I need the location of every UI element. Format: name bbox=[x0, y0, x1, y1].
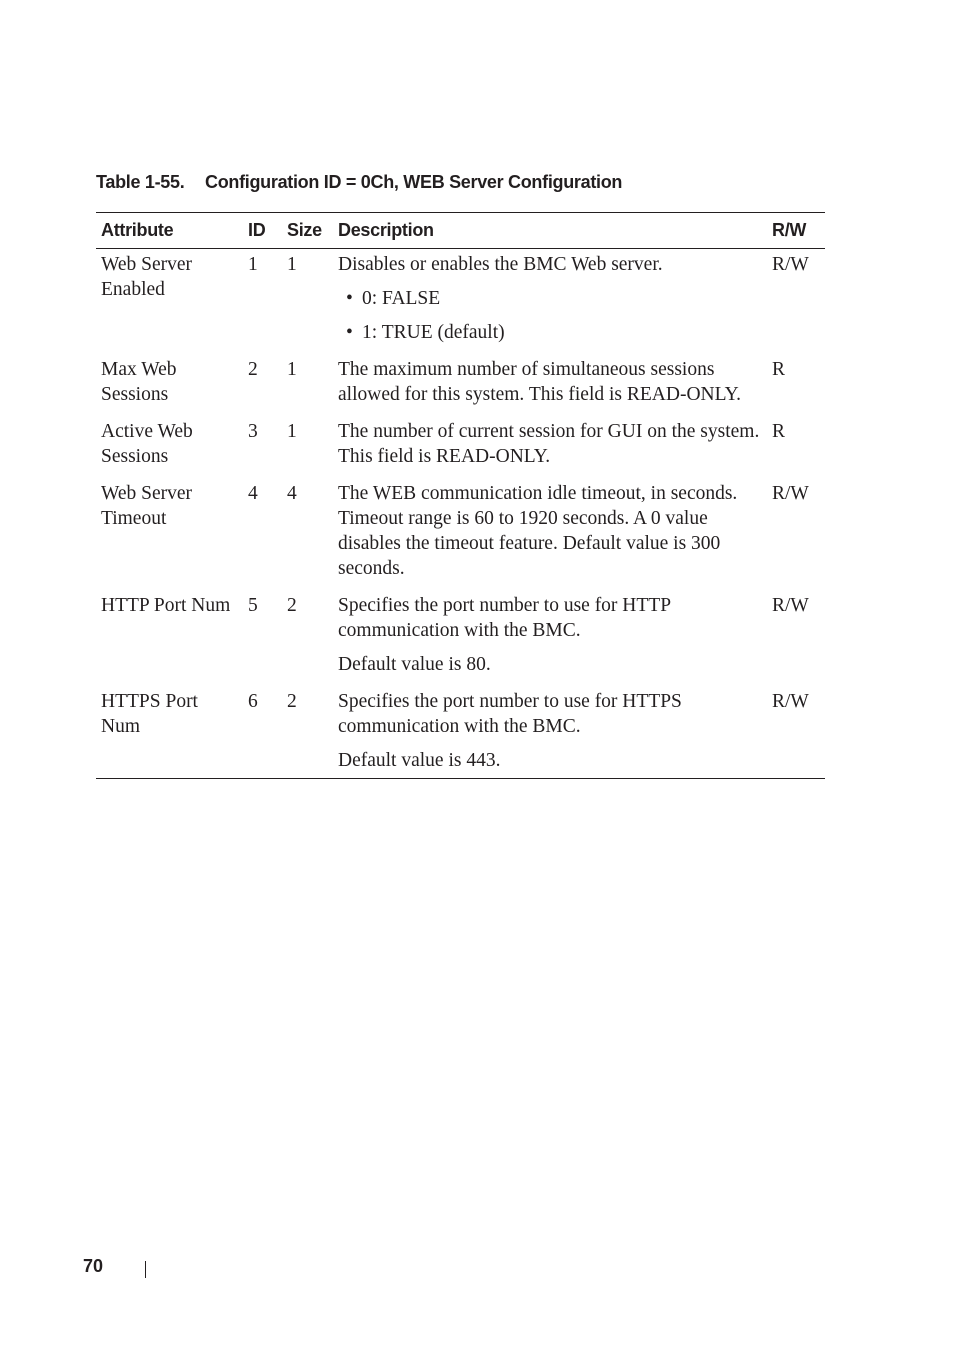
rw-cell: R/W bbox=[772, 595, 809, 616]
id-cell: 1 bbox=[248, 254, 258, 275]
id-cell: 2 bbox=[248, 359, 258, 380]
table-row bbox=[96, 416, 825, 478]
size-cell: 1 bbox=[287, 421, 297, 442]
header-size: Size bbox=[282, 213, 333, 249]
description-cell bbox=[333, 686, 767, 779]
size-cell: 2 bbox=[287, 595, 297, 616]
attribute-cell: Max Web Sessions bbox=[101, 359, 177, 405]
description-text: Specifies the port number to use for HTTP communication with the BMC. bbox=[338, 595, 671, 641]
description-cell bbox=[333, 354, 767, 416]
description-text: The number of current session for GUI on the system. This field is READ-ONLY. bbox=[338, 421, 760, 467]
table-row bbox=[96, 590, 825, 686]
table-row bbox=[96, 354, 825, 416]
table-caption bbox=[96, 172, 622, 193]
header-description: Description bbox=[333, 213, 767, 249]
size-cell: 1 bbox=[287, 359, 297, 380]
footer-divider bbox=[145, 1261, 146, 1278]
size-cell: 1 bbox=[287, 254, 297, 275]
web-server-configuration-table bbox=[96, 212, 825, 779]
header-rw: R/W bbox=[767, 213, 825, 249]
list-item: • 0: FALSE bbox=[338, 286, 767, 311]
table-number: Table 1-55. bbox=[96, 172, 185, 192]
description-cell bbox=[333, 590, 767, 686]
id-cell: 3 bbox=[248, 421, 258, 442]
page-number: 70 bbox=[83, 1256, 104, 1276]
header-attribute: Attribute bbox=[96, 213, 243, 249]
id-cell: 6 bbox=[248, 691, 258, 712]
description-cell bbox=[333, 249, 767, 355]
size-cell: 2 bbox=[287, 691, 297, 712]
option-list bbox=[338, 286, 767, 345]
default-value-note: Default value is 80. bbox=[338, 654, 491, 675]
id-cell: 5 bbox=[248, 595, 258, 616]
attribute-cell: HTTPS Port Num bbox=[101, 691, 198, 737]
id-cell: 4 bbox=[248, 483, 258, 504]
list-item: • 1: TRUE (default) bbox=[338, 320, 767, 345]
rw-cell: R/W bbox=[772, 483, 809, 504]
table-title: Configuration ID = 0Ch, WEB Server Configuration bbox=[205, 172, 623, 192]
description-text: The WEB communication idle timeout, in seconds. Timeout range is 60 to 1920 seconds. A 0 value disables the timeout feature. Default value is 300 seconds. bbox=[338, 483, 738, 579]
size-cell: 4 bbox=[287, 483, 297, 504]
default-value-note: Default value is 443. bbox=[338, 750, 501, 771]
table-row bbox=[96, 686, 825, 779]
rw-cell: R/W bbox=[772, 254, 809, 275]
description-text: Disables or enables the BMC Web server. bbox=[338, 254, 663, 275]
description-text: Specifies the port number to use for HTTPS communication with the BMC. bbox=[338, 691, 682, 737]
rw-cell: R bbox=[772, 359, 786, 380]
rw-cell: R bbox=[772, 421, 786, 442]
attribute-cell: Active Web Sessions bbox=[101, 421, 193, 467]
attribute-cell: Web Server Timeout bbox=[101, 483, 193, 529]
description-text: The maximum number of simultaneous sessions allowed for this system. This field is READ-ONLY. bbox=[338, 359, 742, 405]
header-id: ID bbox=[243, 213, 282, 249]
table-row bbox=[96, 249, 825, 355]
rw-cell: R/W bbox=[772, 691, 809, 712]
attribute-cell: HTTP Port Num bbox=[101, 595, 231, 616]
table-row bbox=[96, 478, 825, 590]
description-cell bbox=[333, 478, 767, 590]
description-cell bbox=[333, 416, 767, 478]
attribute-cell: Web Server Enabled bbox=[101, 254, 193, 300]
table-header-row bbox=[96, 213, 825, 249]
